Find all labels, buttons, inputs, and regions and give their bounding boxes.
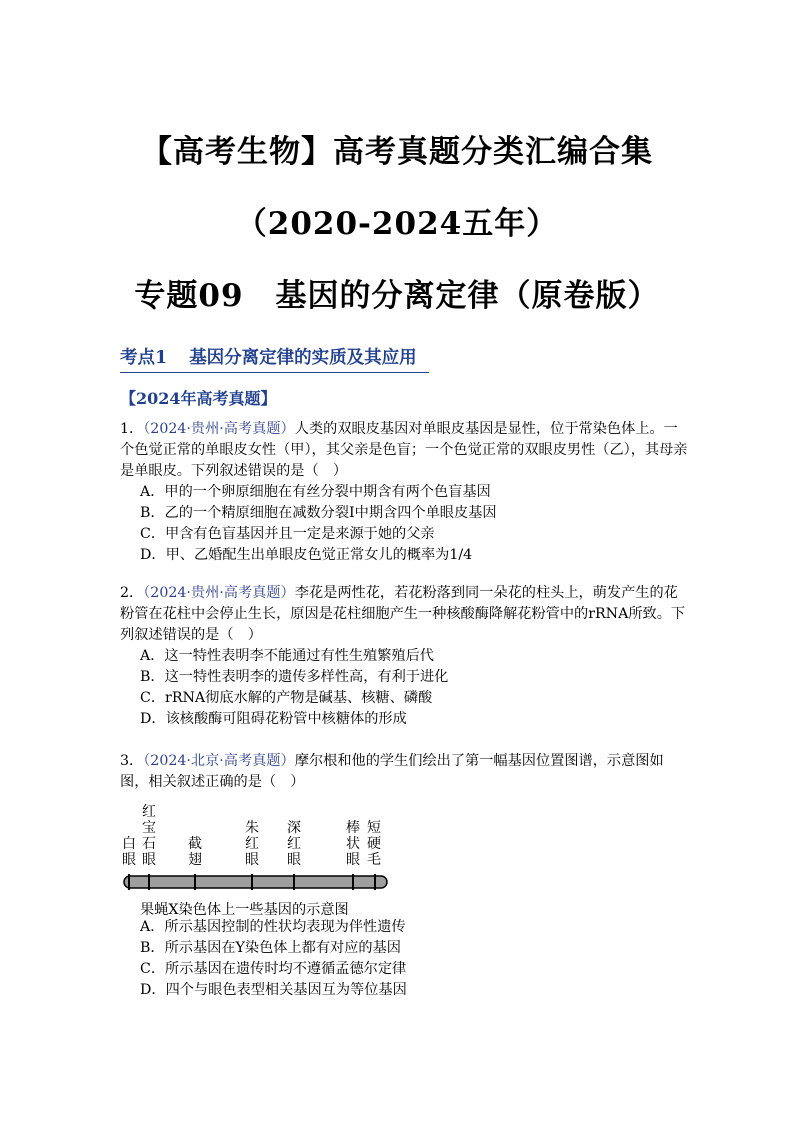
section-label: 考点1 [120,348,168,368]
document-year-range: （2020-2024五年） [235,206,559,242]
option-c: C．所示基因在遗传时均不遵循孟德尔定律 [140,961,407,977]
section-heading [120,344,429,373]
chromosome-diagram [118,796,398,896]
question-2 [120,583,690,730]
question-text: 李花是两性花，若花粉落到同一朵花的柱头上，萌发产生的花粉管在花柱中会停止生长，原因是花柱细胞产生一种核酸酶降解花粉管中的rRNA所致。下列叙述错误的是（ ） [120,585,686,643]
option-d: D．四个与眼色表型相关基因互为等位基因 [140,982,407,998]
gene-label-cut-wing: 截 翅 [188,836,202,868]
option-d: D．甲、乙婚配生出单眼皮色觉正常女儿的概率为1/4 [140,547,473,563]
question-stem [120,419,690,482]
question-stem [120,583,690,646]
question-text: 人类的双眼皮基因对单眼皮基因是显性，位于常染色体上。一个色觉正常的单眼皮女性（甲），其父亲是色盲；一个色觉正常的双眼皮男性（乙），其母亲是单眼皮。下列叙述错误的是（ ） [120,421,688,479]
chromosome-bar [124,876,387,888]
option-b: B．这一特性表明李的遗传多样性高，有利于进化 [140,669,449,685]
option-a: A．这一特性表明李不能通过有性生殖繁殖后代 [140,648,434,664]
option-a: A．所示基因控制的性状均表现为伴性遗传 [140,919,406,935]
question-1 [120,419,690,566]
option-c: C．甲含有色盲基因并且一定是来源于她的父亲 [140,526,435,542]
question-source: （2024·贵州·高考真题） [143,585,295,601]
gene-label-carmine-eye: 深 红 眼 [287,820,301,868]
question-source: （2024·北京·高考真题） [143,753,295,769]
option-a: A．甲的一个卵原细胞在有丝分裂中期含有两个色盲基因 [140,484,491,500]
topic-title: 专题09 基因的分离定律（原卷版） [134,278,660,314]
gene-label-vermilion-eye: 朱 红 眼 [245,820,259,868]
option-b: B．乙的一个精原细胞在减数分裂Ⅰ中期含四个单眼皮基因 [140,505,497,521]
question-3 [120,751,690,793]
question-text: 摩尔根和他的学生们绘出了第一幅基因位置图谱，示意图如图，相关叙述正确的是（ ） [120,753,664,790]
gene-label-bar-eye: 棒 状 眼 [346,820,360,868]
question-number: 1． [120,421,144,437]
section-title: 基因分离定律的实质及其应用 [189,348,417,368]
question-3-options [120,917,690,1001]
document-title: 【高考生物】高考真题分类汇编合集 [141,134,653,170]
option-c: C．rRNA彻底水解的产物是碱基、核糖、磷酸 [140,690,433,706]
gene-map-figure [118,796,398,896]
gene-label-short-bristle: 短 硬 毛 [367,820,381,868]
option-d: D．该核酸酶可阻碍花粉管中核糖体的形成 [140,711,407,727]
year-heading: 【2024年高考真题】 [120,389,277,408]
question-stem [120,751,690,793]
question-number: 2． [120,585,144,601]
figure-caption: 果蝇X染色体上一些基因的示意图 [140,902,349,918]
gene-label-ruby-eye: 红 宝 石 眼 [142,804,156,868]
question-number: 3． [120,753,144,769]
question-source: （2024·贵州·高考真题） [143,421,295,437]
gene-label-white-eye: 白 眼 [122,836,136,868]
option-b: B．所示基因在Y染色体上都有对应的基因 [140,940,401,956]
